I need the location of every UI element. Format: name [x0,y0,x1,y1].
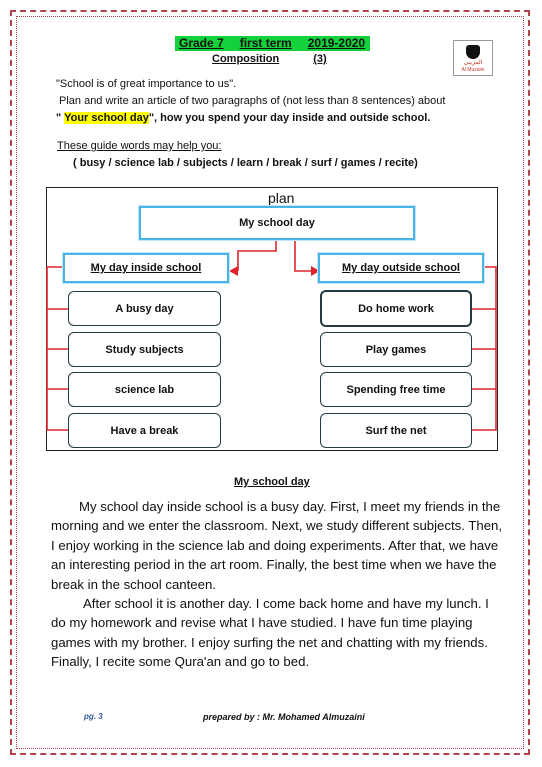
essay-title: My school day [234,476,310,488]
guide-heading: These guide words may help you: [57,140,222,152]
node-right-branch-label: My day outside school [342,262,460,274]
node-left-item [68,372,221,407]
connector-right-ticks [472,309,496,389]
year-label: 2019-2020 [307,36,366,50]
composition-label: Composition [212,53,280,65]
essay-body [51,497,506,672]
node-root [139,206,415,240]
topic-rest: ", how you spend your day inside and outside school. [148,112,431,124]
essay-paragraph-1: My school day inside school is a busy day. First, I meet my friends in the morning and we enter the classroom. Next, we study different subjects. Then, I enjoy working in the science lab and doing experiments. After that, we have an interesting period in the art room. Finally, the best time when we have the break in the school canteen. [51,499,503,592]
node-left-item [68,332,221,367]
essay-paragraph-2: After school it is another day. I come back home and have my lunch. I do my homework and revise what I have studied. I have fun time playing games with my brother. I enjoy surfing the net and chatting with my friends. Finally, I recite some Qura'an and go to bed. [51,596,489,670]
connector-root-left [238,240,276,271]
node-right-branch [318,253,484,283]
intro-quote: "School is of great importance to us". [56,78,237,90]
guide-word-list: ( busy / science lab / subjects / learn / break / surf / games / recite) [73,157,418,169]
node-right-item-label: Play games [365,343,427,356]
node-right-item [320,372,472,407]
node-left-item-label: Study subjects [105,343,184,356]
node-left-branch-label: My day inside school [90,262,202,274]
logo-english-text: Al Muzaini [461,67,485,73]
node-left-item-label: A busy day [115,302,174,315]
logo-arabic-text: المزيني [463,60,483,66]
page-number: pg. 3 [84,712,103,721]
node-right-item-label: Spending free time [346,383,446,396]
node-left-branch [63,253,229,283]
node-root-label: My school day [239,217,315,229]
composition-number: (3) [313,53,327,65]
grade-label: Grade 7 [179,36,224,50]
node-right-item [320,290,472,327]
connector-left-ticks [47,309,68,389]
arrow-left-icon [229,266,238,276]
topic-highlight: Your school day [64,112,149,124]
term-label: first term [239,36,292,50]
plan-label: plan [268,190,295,206]
intro-instruction: Plan and write an article of two paragraphs of (not less than 8 sentences) about [59,95,446,107]
node-right-item [320,332,472,367]
node-left-item [68,291,221,326]
node-left-item [68,413,221,448]
node-right-item [320,413,472,448]
node-right-item-label: Do home work [358,302,434,315]
node-left-item-label: Have a break [110,424,179,437]
node-left-item-label: science lab [114,383,175,396]
node-right-item-label: Surf the net [365,424,427,437]
connector-root-right [295,240,312,271]
topic-open-quote: " [56,112,65,124]
prepared-by: prepared by : Mr. Mohamed Almuzaini [203,712,365,722]
